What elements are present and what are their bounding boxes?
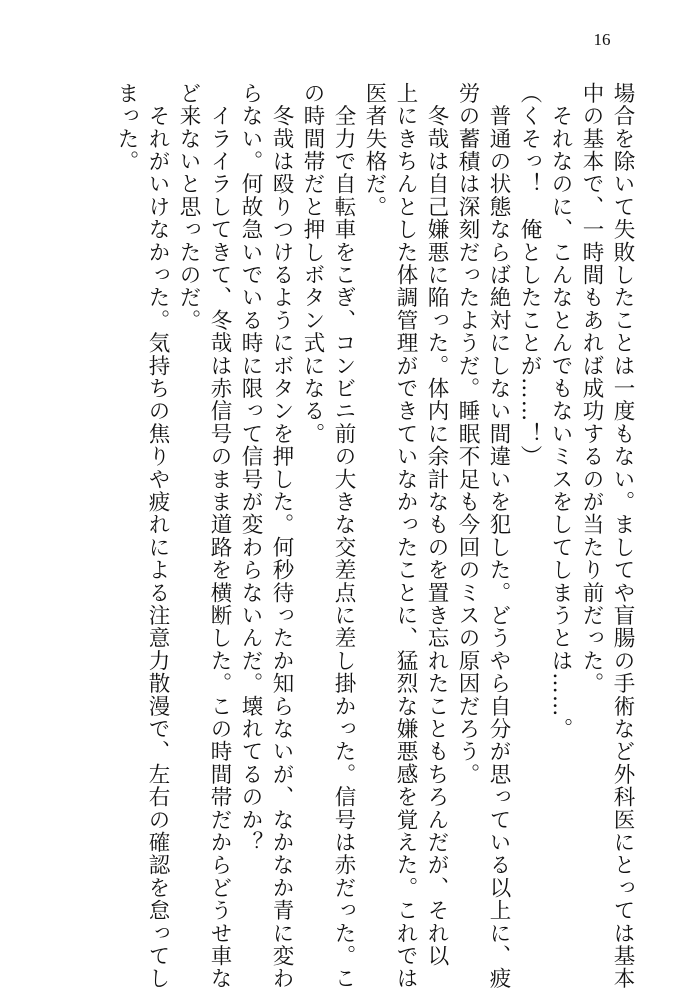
novel-text-body	[111, 82, 638, 990]
text-line-14: イライラしてきて、冬哉は赤信号のまま道路を横断した。この時間帯だからどうせ車な	[207, 82, 232, 990]
text-line-6: 労の蓄積は深刻だったようだ。睡眠不足も今回のミスの原因だろう。	[455, 82, 480, 786]
text-line-12: 冬哉は殴りつけるようにボタンを押した。何秒待ったか知らないが、なかなか青に変わ	[269, 82, 294, 990]
text-line-17: まった。	[114, 82, 139, 173]
text-line-2: 中の基本で、一時間もあれば成功するのが当たり前だった。	[579, 82, 604, 695]
text-line-16: それがいけなかった。気持ちの焦りや疲れによる注意力散漫で、左右の確認を怠ってし	[145, 82, 170, 990]
text-line-1: 場合を除いて失敗したことは一度もない。ましてや盲腸の手術など外科医にとっては基本	[610, 82, 635, 990]
text-line-15: ど来ないと思ったのだ。	[176, 82, 201, 332]
text-line-9: 医者失格だ。	[362, 82, 387, 219]
text-line-3: それなのに、こんなとんでもないミスをしてしまうとは……。	[548, 82, 573, 741]
text-line-5: 普通の状態ならば絶対にしない間違いを犯した。どうやら自分が思っている以上に、疲	[486, 82, 511, 990]
text-line-11: の時間帯だと押しボタン式になる。	[300, 82, 325, 446]
text-line-13: らない。何故急いでいる時に限って信号が変わらないんだ。壊れてるのか？	[238, 82, 263, 854]
text-line-7: 冬哉は自己嫌悪に陥った。体内に余計なものを置き忘れたこともちろんだが、それ以	[424, 82, 449, 968]
text-line-8: 上にきちんとした体調管理ができていなかったことに、猛烈な嫌悪感を覚えた。これでは	[393, 82, 418, 990]
text-line-4: （くそっ！ 俺としたことが……！）	[517, 82, 542, 468]
page-number: 16	[593, 30, 611, 49]
text-line-10: 全力で自転車をこぎ、コンビニ前の大きな交差点に差し掛かった。信号は赤だった。こ	[331, 82, 356, 990]
